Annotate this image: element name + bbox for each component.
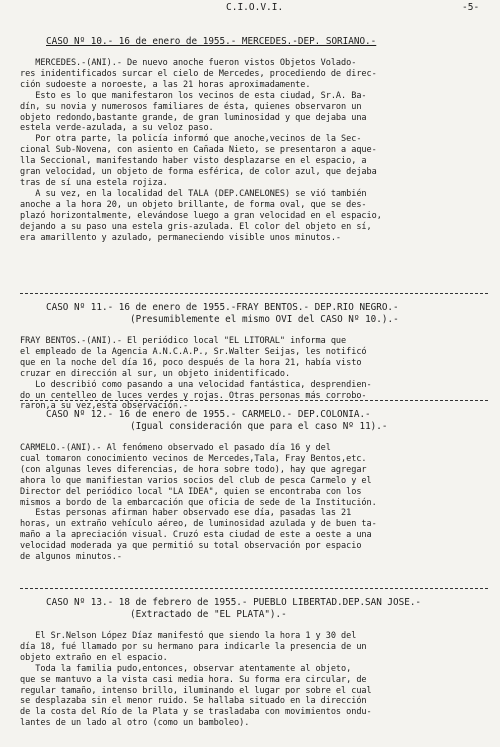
case-note: (Presumiblemente el mismo OVI del CASO Nº 10.).- (130, 314, 399, 325)
page-number: -5- (462, 2, 480, 13)
case-body (20, 58, 382, 243)
body-line: de algunos minutos.- (20, 552, 122, 563)
case-note: (Igual consideración que para el caso Nº 11).- (130, 421, 388, 432)
body-line: lla Seccional, manifestando haber visto desplazarse en el espacio, a (20, 156, 367, 167)
body-line: El Sr.Nelson López Díaz manifestó que siendo la hora 1 y 30 del (20, 631, 357, 641)
body-line: CARMELO.-(ANI).- Al fenómeno observado el pasado día 16 y del (20, 443, 331, 453)
body-line: Estas personas afirman haber observado ese día, pasadas las 21 (20, 508, 352, 519)
body-line: objeto redondo,bastante grande, de gran luminosidad y que dejaba una (20, 112, 367, 123)
body-line: regular tamaño, intenso brillo, iluminando el lugar por sobre el cual (20, 685, 372, 696)
body-line: lantes de un lado al otro (como un bamboleo). (20, 718, 250, 729)
body-line: tras de sí una estela rojiza. (20, 177, 168, 188)
case-heading: CASO Nº 10.- 16 de enero de 1955.- MERCEDES.-DEP. SORIANO.- (46, 36, 377, 47)
section-divider (20, 400, 488, 401)
body-line: horas, un extraño vehículo aéreo, de luminosidad azulada y de buen ta- (20, 519, 377, 530)
body-line: cruzar en dirección al sur, un objeto inidentificado. (20, 368, 291, 379)
case-heading: CASO Nº 13.- 18 de febrero de 1955.- PUEBLO LIBERTAD.DEP.SAN JOSE.- (46, 597, 422, 608)
body-line: cional Sub-Novena, con asiento en Cañada Nieto, se presentaron a aque- (20, 145, 377, 156)
body-line: que se mantuvo a la vista casi media hora. Su forma era circular, de (20, 674, 367, 685)
body-line: Lo describió como pasando a una velocidad fantástica, desprendien- (20, 379, 372, 390)
case-heading: CASO Nº 12.- 16 de enero de 1955.- CARMELO.- DEP.COLONIA.- (46, 409, 371, 420)
body-line: Esto es lo que manifestaron los vecinos de esta ciudad, Sr.A. Ba- (20, 90, 367, 101)
body-line: objeto extraño en el espacio. (20, 652, 168, 663)
body-line: ahora lo que manifiestan varios socios del club de pesca Carmelo y el (20, 475, 372, 486)
body-line: mismos a bordo de la embarcación que oficia de sede de la Institución. (20, 497, 377, 508)
body-line: Por otra parte, la policía informó que anoche,vecinos de la Sec- (20, 134, 362, 145)
body-line: maño a la apreciación visual. Cruzó esta ciudad de este a oeste a una (20, 530, 372, 541)
body-line: gran velocidad, un objeto de forma esférica, de color azul, que dejaba (20, 167, 377, 178)
case-body (20, 443, 377, 563)
body-line: de la costa del Río de la Plata y se trasladaba con movimientos ondu- (20, 707, 372, 718)
body-line: el empleado de la Agencia A.N.C.A.P., Sr.Walter Seijas, les notificó (20, 346, 367, 357)
page-header (0, 2, 500, 14)
body-line: cual tomaron conocimiento vecinos de Mercedes,Tala, Fray Bentos,etc. (20, 453, 367, 464)
case-body (20, 631, 372, 729)
body-line: do un centelleo de luces verdes y rojas. Otras personas más corrobo- (20, 390, 367, 401)
body-line: (con algunas leves diferencias, de hora sobre todo), hay que agregar (20, 464, 367, 475)
body-line: Director del periódico local "LA IDEA", quien se encontraba con los (20, 486, 362, 497)
body-line: MERCEDES.-(ANI).- De nuevo anoche fueron vistos Objetos Volado- (20, 58, 357, 68)
body-line: FRAY BENTOS.-(ANI).- El periódico local "EL LITORAL" informa que (20, 336, 347, 346)
body-line: día 18, fué llamado por su hermano para indicarle la presencia de un (20, 641, 367, 652)
case-note: (Extractado de "EL PLATA").- (130, 609, 287, 620)
body-line: plazó horizontalmente, elevándose luego a gran velocidad en el espacio, (20, 210, 382, 221)
header-title: C.I.O.V.I. (226, 2, 284, 13)
body-line: velocidad moderada ya que permitió su total observación por espacio (20, 541, 362, 552)
body-line: dín, su novia y numerosos familiares de ésta, quienes observaron un (20, 101, 362, 112)
body-line: dejando a su paso una estela gris-azulada. El color del objeto en sí, (20, 221, 372, 232)
body-line: anoche a la hora 20, un objeto brillante, de forma oval, que se des- (20, 199, 367, 210)
body-line: Toda la familia pudo,entonces, observar atentamente al objeto, (20, 663, 352, 674)
body-line: raron,a su vez,esta observación.- (20, 401, 189, 412)
body-line: A su vez, en la localidad del TALA (DEP.CANELONES) se vió también (20, 188, 367, 199)
body-line: res inidentificados surcar el cielo de Mercedes, procediendo de direc- (20, 68, 377, 79)
body-line: que en la noche del día 16, poco después de la hora 21, había visto (20, 357, 362, 368)
body-line: ción sudoeste a noroeste, a las 21 horas aproximadamente. (20, 79, 311, 90)
body-line: se desplazaba sin el menor ruido. Se hallaba situado en la dirección (20, 696, 367, 707)
body-line: era amarillento y azulado, permaneciendo visible unos minutos.- (20, 232, 342, 243)
body-line: estela verde-azulada, a su veloz paso. (20, 123, 214, 134)
case-heading: CASO Nº 11.- 16 de enero de 1955.-FRAY BENTOS.- DEP.RIO NEGRO.- (46, 302, 399, 313)
section-divider (20, 293, 488, 294)
section-divider (20, 588, 488, 589)
